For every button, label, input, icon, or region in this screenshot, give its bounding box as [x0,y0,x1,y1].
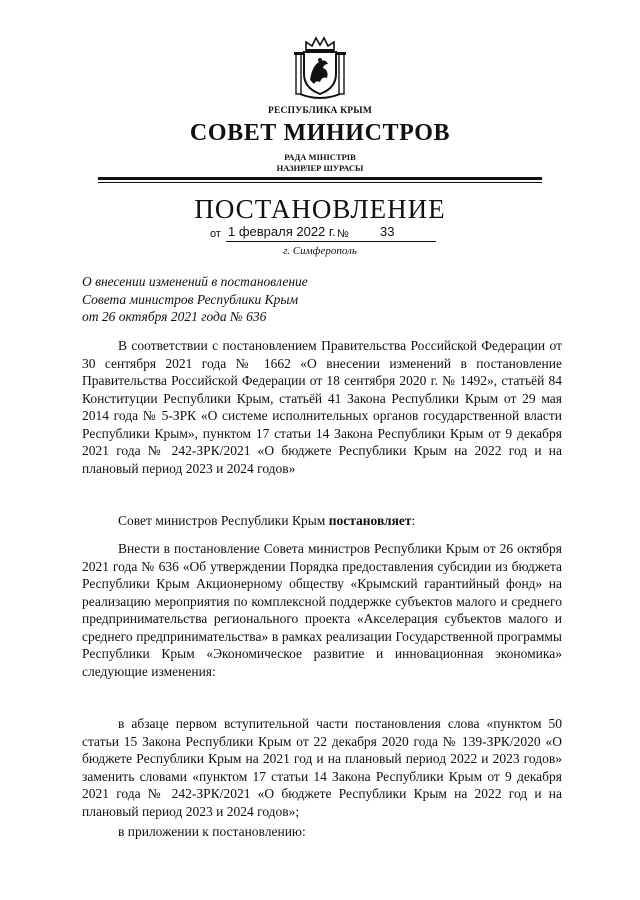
council-title-ukrainian: РАДА МІНІСТРІВ [284,152,356,162]
header-divider-thick [98,177,542,180]
republic-name: РЕСПУБЛИКА КРЫМ [268,106,372,116]
issue-city: г. Симферополь [283,245,357,257]
resolution-paragraph [82,512,562,530]
date-underline [226,241,436,242]
header-divider-thin [98,182,542,183]
subject-line: Совета министров Республики Крым [82,291,299,307]
amendment-intro-paragraph: Внести в постановление Совета министров Республики Крым от 26 октября 2021 года № 636 «Об утверждении Порядка предоставления субсидии из бюджета Республики Крым Акционерному обществу «Крымский гарантийный фонд» на реализацию мероприятия по комплексной поддержке субъектов малого и среднего предпринимательства регионального проекта «Акселерация субъектов малого и среднего предпринимательства» в рамках реализации Государственной программы Республики Крым «Экономическое развитие и инновационная экономика» следующие изменения: [82,541,562,679]
appendix-paragraph: в приложении к постановлению: [118,824,306,839]
subject-line: от 26 октября 2021 года № 636 [82,309,267,324]
number-sign: № [337,228,349,240]
decree-title: ПОСТАНОВЛЕНИЕ [194,194,446,224]
resolution-verb: постановляет [328,513,412,528]
decree-number: 33 [380,224,395,239]
decree-subject [82,273,462,326]
preamble-paragraph: В соответствии с постановлением Правительства Российской Федерации от 30 сентября 2021 года № 1662 «О внесении изменений в постановление Правительства Российской Федерации от 18 сентября 2020 г. № 1492», статьёй 84 Конституции Республики Крым, статьёй 41 Закона Республики Крым от 29 мая 2014 года № 5-ЗРК «О системе исполнительных органов государственной власти Республики Крым», пунктом 17 статьи 14 Закона Республики Крым от 9 декабря 2021 года № 242-ЗРК/2021 «О бюджете Республики Крым на 2022 год и на плановый период 2023 и 2024 годов» [82,338,562,476]
subject-line: О внесении изменений в постановление [82,274,308,289]
council-title-crimean-tatar: НАЗИРЛЕР ШУРАСЫ [276,163,364,173]
resolution-subject: Совет министров Республики Крым [118,513,329,528]
council-title: СОВЕТ МИНИСТРОВ [189,120,451,146]
date-prefix: от [210,228,221,240]
resolution-colon: : [411,513,416,528]
amendment-item-paragraph: в абзаце первом вступительной части постановления слова «пунктом 50 статьи 15 Закона Республики Крым от 22 декабря 2020 года № 139-ЗРК/2020 «О бюджете Республики Крым на 2021 год и на плановый период 2022 и 2023 годов» заменить словами «пунктом 17 статьи 14 Закона Республики Крым от 9 декабря 2021 года № 242-ЗРК/2021 «О бюджете Республики Крым на 2022 год и на плановый период 2023 и 2024 годов»; [82,716,562,819]
decree-date: 1 февраля 2022 г. [228,224,336,239]
decree-date-line [210,224,436,242]
crimea-coat-of-arms-icon [292,36,348,100]
